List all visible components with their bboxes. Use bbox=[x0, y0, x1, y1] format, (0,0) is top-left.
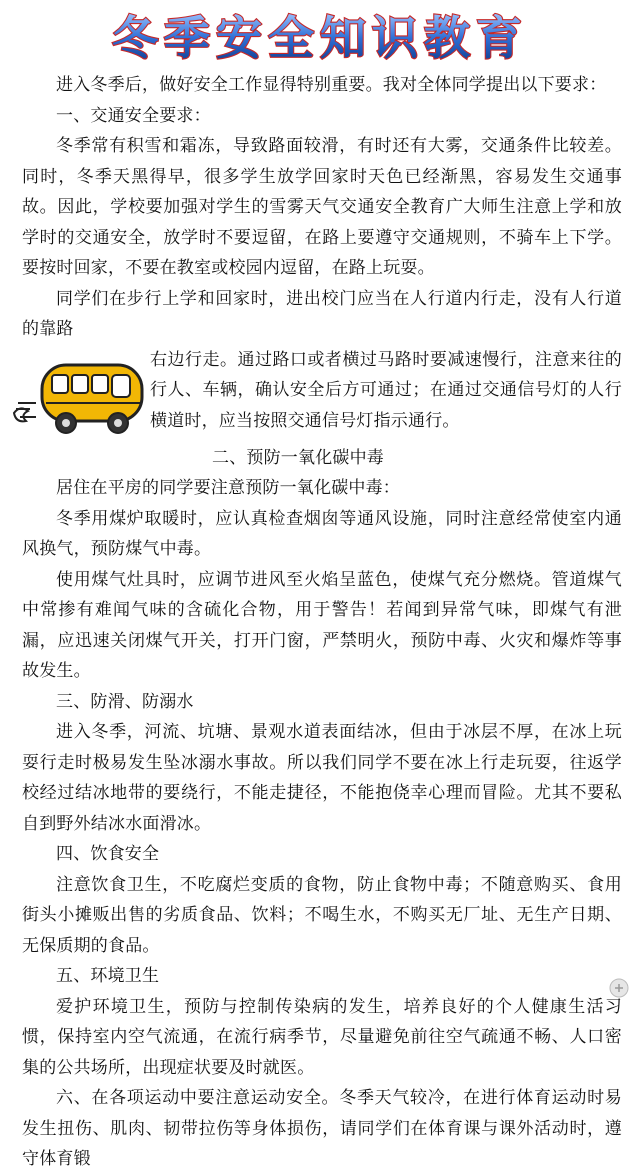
paragraph-co-2: 冬季用煤炉取暖时，应认真检查烟囱等通风设施，同时注意经常使室内通风换气，预防煤气中毒。 bbox=[22, 508, 622, 559]
paragraph-ice-1: 进入冬季，河流、坑塘、景观水道表面结冰，但由于冰层不厚，在冰上玩耍行走时极易发生坠冰溺水事故。所以我们同学不要在冰上行走玩耍，往返学校经过结冰地带的要绕行，不能走捷径，不能抱侥幸心理而冒险。尤其不要私自到野外结冰水面滑冰。 bbox=[22, 722, 622, 834]
corner-icon bbox=[608, 977, 630, 999]
paragraph-traffic-2: 同学们在步行上学和回家时，进出校门应当在人行道内行走，没有人行道的靠路 bbox=[22, 288, 622, 339]
section-heading-food: 四、饮食安全 bbox=[56, 844, 160, 864]
paragraph-co-1: 居住在平房的同学要注意预防一氧化碳中毒： bbox=[56, 478, 400, 498]
document-body bbox=[22, 70, 622, 1175]
paragraph-traffic-3: 右边行走。通过路口或者横过马路时要减速慢行，注意来往的行人、车辆，确认安全后方可通过；在通过交通信号灯的人行横道时，应当按照交通信号灯指示通行。 bbox=[150, 349, 622, 431]
section-heading-traffic: 一、交通安全要求： bbox=[56, 105, 211, 126]
title-banner bbox=[0, 0, 640, 70]
paragraph-co-3: 使用煤气灶具时，应调节进风至火焰呈蓝色，使煤气充分燃烧。管道煤气中常掺有难闻气味的含硫化合物，用于警告！若闻到异常气味，即煤气有泄漏，应迅速关闭煤气开关，打开门窗，严禁明火，预防中毒、火灾和爆炸等事故发生。 bbox=[22, 569, 622, 681]
intro-paragraph: 进入冬季后，做好安全工作显得特别重要。我对全体同学提出以下要求： bbox=[56, 75, 607, 95]
bus-paragraph-block bbox=[22, 345, 622, 437]
page-title: 冬季安全知识教育 bbox=[112, 11, 528, 65]
paragraph-food-1: 注意饮食卫生，不吃腐烂变质的食物，防止食物中毒；不随意购买、食用街头小摊贩出售的劣质食品、饮料；不喝生水，不购买无厂址、无生产日期、无保质期的食品。 bbox=[22, 874, 622, 956]
title-art bbox=[0, 0, 640, 70]
school-bus-icon bbox=[8, 351, 150, 443]
paragraph-sports-1: 六、在各项运动中要注意运动安全。冬季天气较冷，在进行体育运动时易发生扭伤、肌肉、韧带拉伤等身体损伤，请同学们在体育课与课外活动时，遵守体育锻 bbox=[22, 1088, 622, 1169]
section-heading-ice: 三、防滑、防溺水 bbox=[56, 691, 194, 712]
section-heading-co: 二、预防一氧化碳中毒 bbox=[212, 447, 384, 468]
section-heading-environment: 五、环境卫生 bbox=[56, 966, 160, 986]
paragraph-environment-1: 爱护环境卫生，预防与控制传染病的发生，培养良好的个人健康生活习惯，保持室内空气流通，在流行病季节，尽量避免前往空气疏通不畅、人口密集的公共场所，出现症状要及时就医。 bbox=[22, 996, 622, 1078]
paragraph-traffic-1: 冬季常有积雪和霜冻，导致路面较滑，有时还有大雾，交通条件比较差。同时，冬季天黑得早，很多学生放学回家时天色已经渐黑，容易发生交通事故。因此，学校要加强对学生的雪雾天气交通安全教育广大师生注意上学和放学时的交通安全，放学时不要逗留，在路上要遵守交通规则，不骑车上下学。要按时回家，不要在教室或校园内逗留，在路上玩耍。 bbox=[22, 136, 622, 278]
